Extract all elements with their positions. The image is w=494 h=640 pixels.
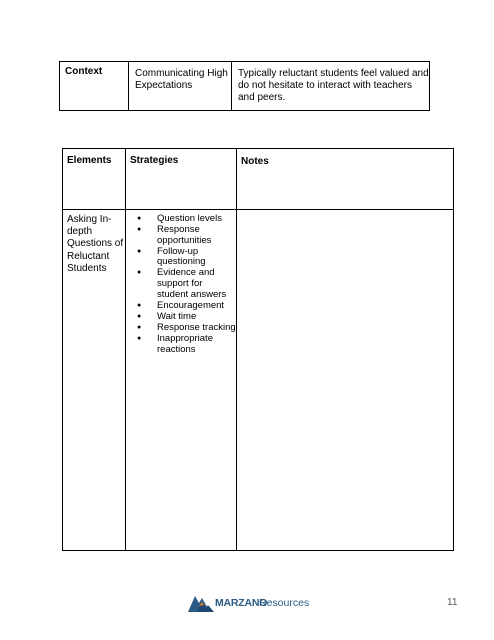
context-description: Typically reluctant students feel valued and do not hesitate to interact with teachers and peers. bbox=[232, 62, 430, 111]
strategy-item: ● Question levels bbox=[126, 214, 236, 225]
marzano-logo bbox=[188, 592, 308, 616]
header-notes: Notes bbox=[237, 149, 454, 210]
page-number: 11 bbox=[447, 597, 458, 608]
strategy-item: ● Inappropriate reactions bbox=[126, 334, 236, 355]
notes-cell[interactable] bbox=[237, 210, 454, 551]
strategies-cell bbox=[126, 210, 237, 551]
strategy-item: ● Response opportunities bbox=[126, 225, 236, 246]
context-topic: Communicating High Expectations bbox=[129, 62, 232, 111]
elements-table bbox=[62, 148, 454, 551]
strategy-list bbox=[126, 214, 236, 355]
context-label: Context bbox=[60, 62, 129, 111]
element-name: Asking In-depth Questions of Reluctant Students bbox=[63, 210, 126, 551]
table-row bbox=[63, 210, 454, 551]
brand-name: MARZANO bbox=[215, 597, 268, 609]
header-strategies: Strategies bbox=[126, 149, 237, 210]
mountain-logo-icon bbox=[188, 592, 214, 614]
table-header-row bbox=[63, 149, 454, 210]
strategy-item: ● Response tracking bbox=[126, 323, 236, 334]
brand-subtitle: Resources bbox=[259, 597, 310, 609]
strategy-item: ● Evidence and support for student answers bbox=[126, 268, 236, 300]
strategy-item: ● Encouragement bbox=[126, 301, 236, 312]
context-table bbox=[59, 61, 430, 111]
strategy-item: ● Wait time bbox=[126, 312, 236, 323]
strategy-item: ● Follow-up questioning bbox=[126, 247, 236, 268]
header-elements: Elements bbox=[63, 149, 126, 210]
